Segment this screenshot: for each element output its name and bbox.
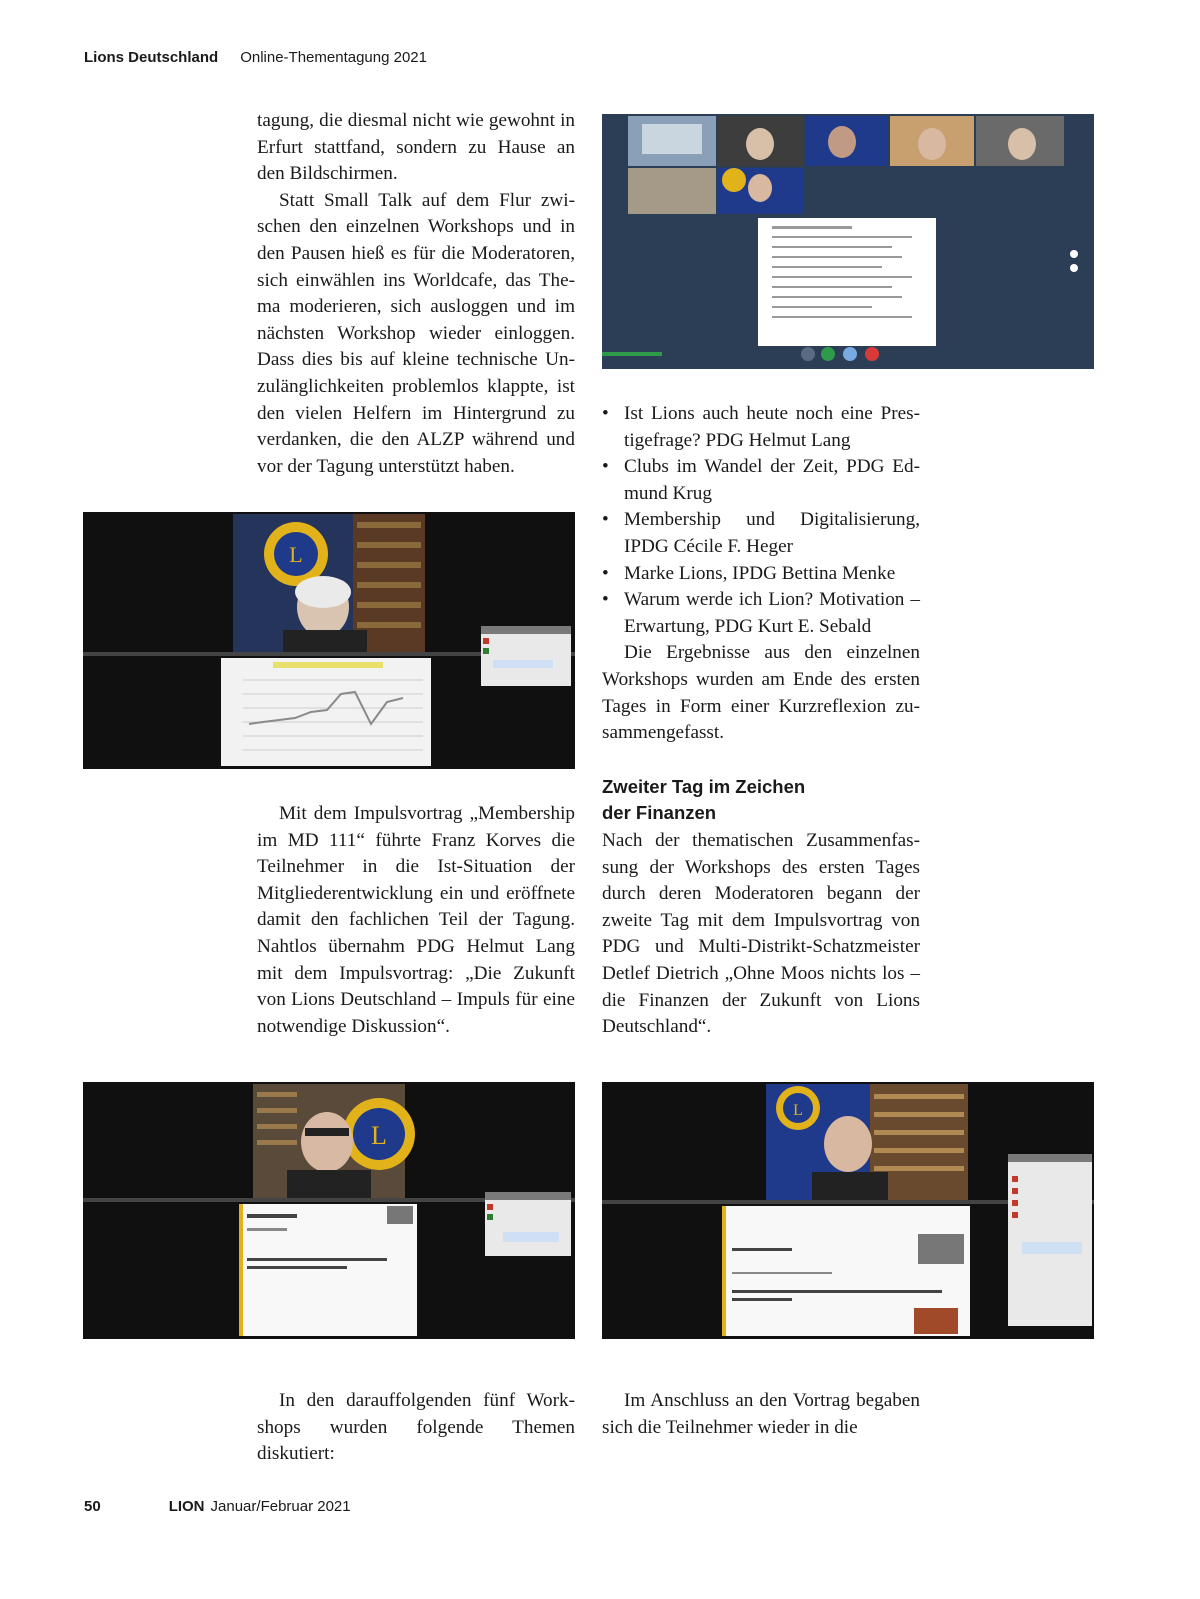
issue-date: Januar/Februar 2021 [210,1498,351,1515]
speaker-slide-illustration [83,1082,575,1339]
svg-text:L: L [289,542,303,567]
left-column-top [257,108,575,480]
left-column-middle [257,801,575,1040]
header-brand: Lions Deutschland [84,49,219,66]
paragraph: tagung, die diesmal nicht wie gewohnt in Erfurt stattfand, sondern zu Hause an den Bildschirmen. [257,110,575,185]
workshop-item: • Clubs im Wandel der Zeit, PDG Edmund Krug [602,454,920,507]
right-column-middle [602,828,920,1041]
page-number: 50 [84,1498,101,1515]
photo-conference-gallery [602,114,1094,369]
section-heading-line: Zweiter Tag im Zeichen [602,776,806,797]
header-issue: Online-Thementagung 2021 [240,49,427,66]
workshop-list [602,401,920,640]
paragraph: Die Ergebnisse aus den einzelnen Workshops wurden am Ende des ersten Tages in Form einer Kurzreflexion zusammengefasst. [602,642,920,744]
paragraph: Im Anschluss an den Vortrag begaben sich die Teilnehmer wieder in die [602,1390,920,1438]
running-header [84,49,427,66]
page-footer [84,1498,351,1515]
section-heading-line: der Finanzen [602,802,717,823]
paragraph: In den darauffolgenden fünf Workshops wurden folgende Themen diskutiert: [257,1390,575,1465]
right-column-bottom [602,1388,920,1441]
paragraph: Mit dem Impulsvortrag „Membership im MD 111“ führte Franz Korves die Teilnehmer in die Ist-Situation der Mitgliederentwicklung ein und eröffnete damit den fachlichen Teil der Tagung. Nahtlos übernahm PDG Helmut Lang mit dem Impulsvortrag: „Die Zukunft von Lions Deutschland – Impuls für eine notwendige Diskussion“. [257,803,575,1037]
section-heading [602,774,920,826]
photo-speaker-slide [83,1082,575,1339]
right-column-top [602,401,920,747]
workshop-item: • Warum werde ich Lion? Motivation – Erwartung, PDG Kurt E. Sebald [602,587,920,640]
finance-speaker-illustration [602,1082,1094,1339]
left-column-bottom [257,1388,575,1468]
video-conference-chart-illustration [83,512,575,769]
workshop-item: • Marke Lions, IPDG Bettina Menke [602,561,920,588]
magazine-name: LION [168,1498,205,1515]
workshop-item: • Ist Lions auch heute noch eine Prestigefrage? PDG Helmut Lang [602,401,920,454]
conference-gallery-illustration [602,114,1094,369]
workshop-item: • Membership und Digitalisierung, IPDG Cécile F. Heger [602,507,920,560]
photo-video-conference-chart [83,512,575,769]
svg-text:L: L [793,1102,803,1119]
svg-text:L: L [371,1121,387,1150]
paragraph: Nach der thematischen Zusammenfassung der Workshops des ersten Tages durch deren Moderatoren begann der zweite Tag mit dem Impulsvortrag von PDG und Multi-Distrikt-Schatzmeister Detlef Dietrich „Ohne Moos nichts los – die Finanzen der Zukunft von Lions Deutschland“. [602,830,920,1038]
paragraph: Statt Small Talk auf dem Flur zwischen den einzelnen Workshops und in den Pausen hieß es für die Moderatoren, sich einwählen ins Worldcafe, das Thema moderieren, sich ausloggen und im nächsten Workshop wieder einloggen. Dass dies bis auf kleine technische Unzulänglichkeiten problemlos klappte, ist den vielen Helfern im Hintergrund zu verdanken, die den ALZP während und vor der Tagung unterstützt haben. [257,189,575,477]
photo-finance-speaker [602,1082,1094,1339]
